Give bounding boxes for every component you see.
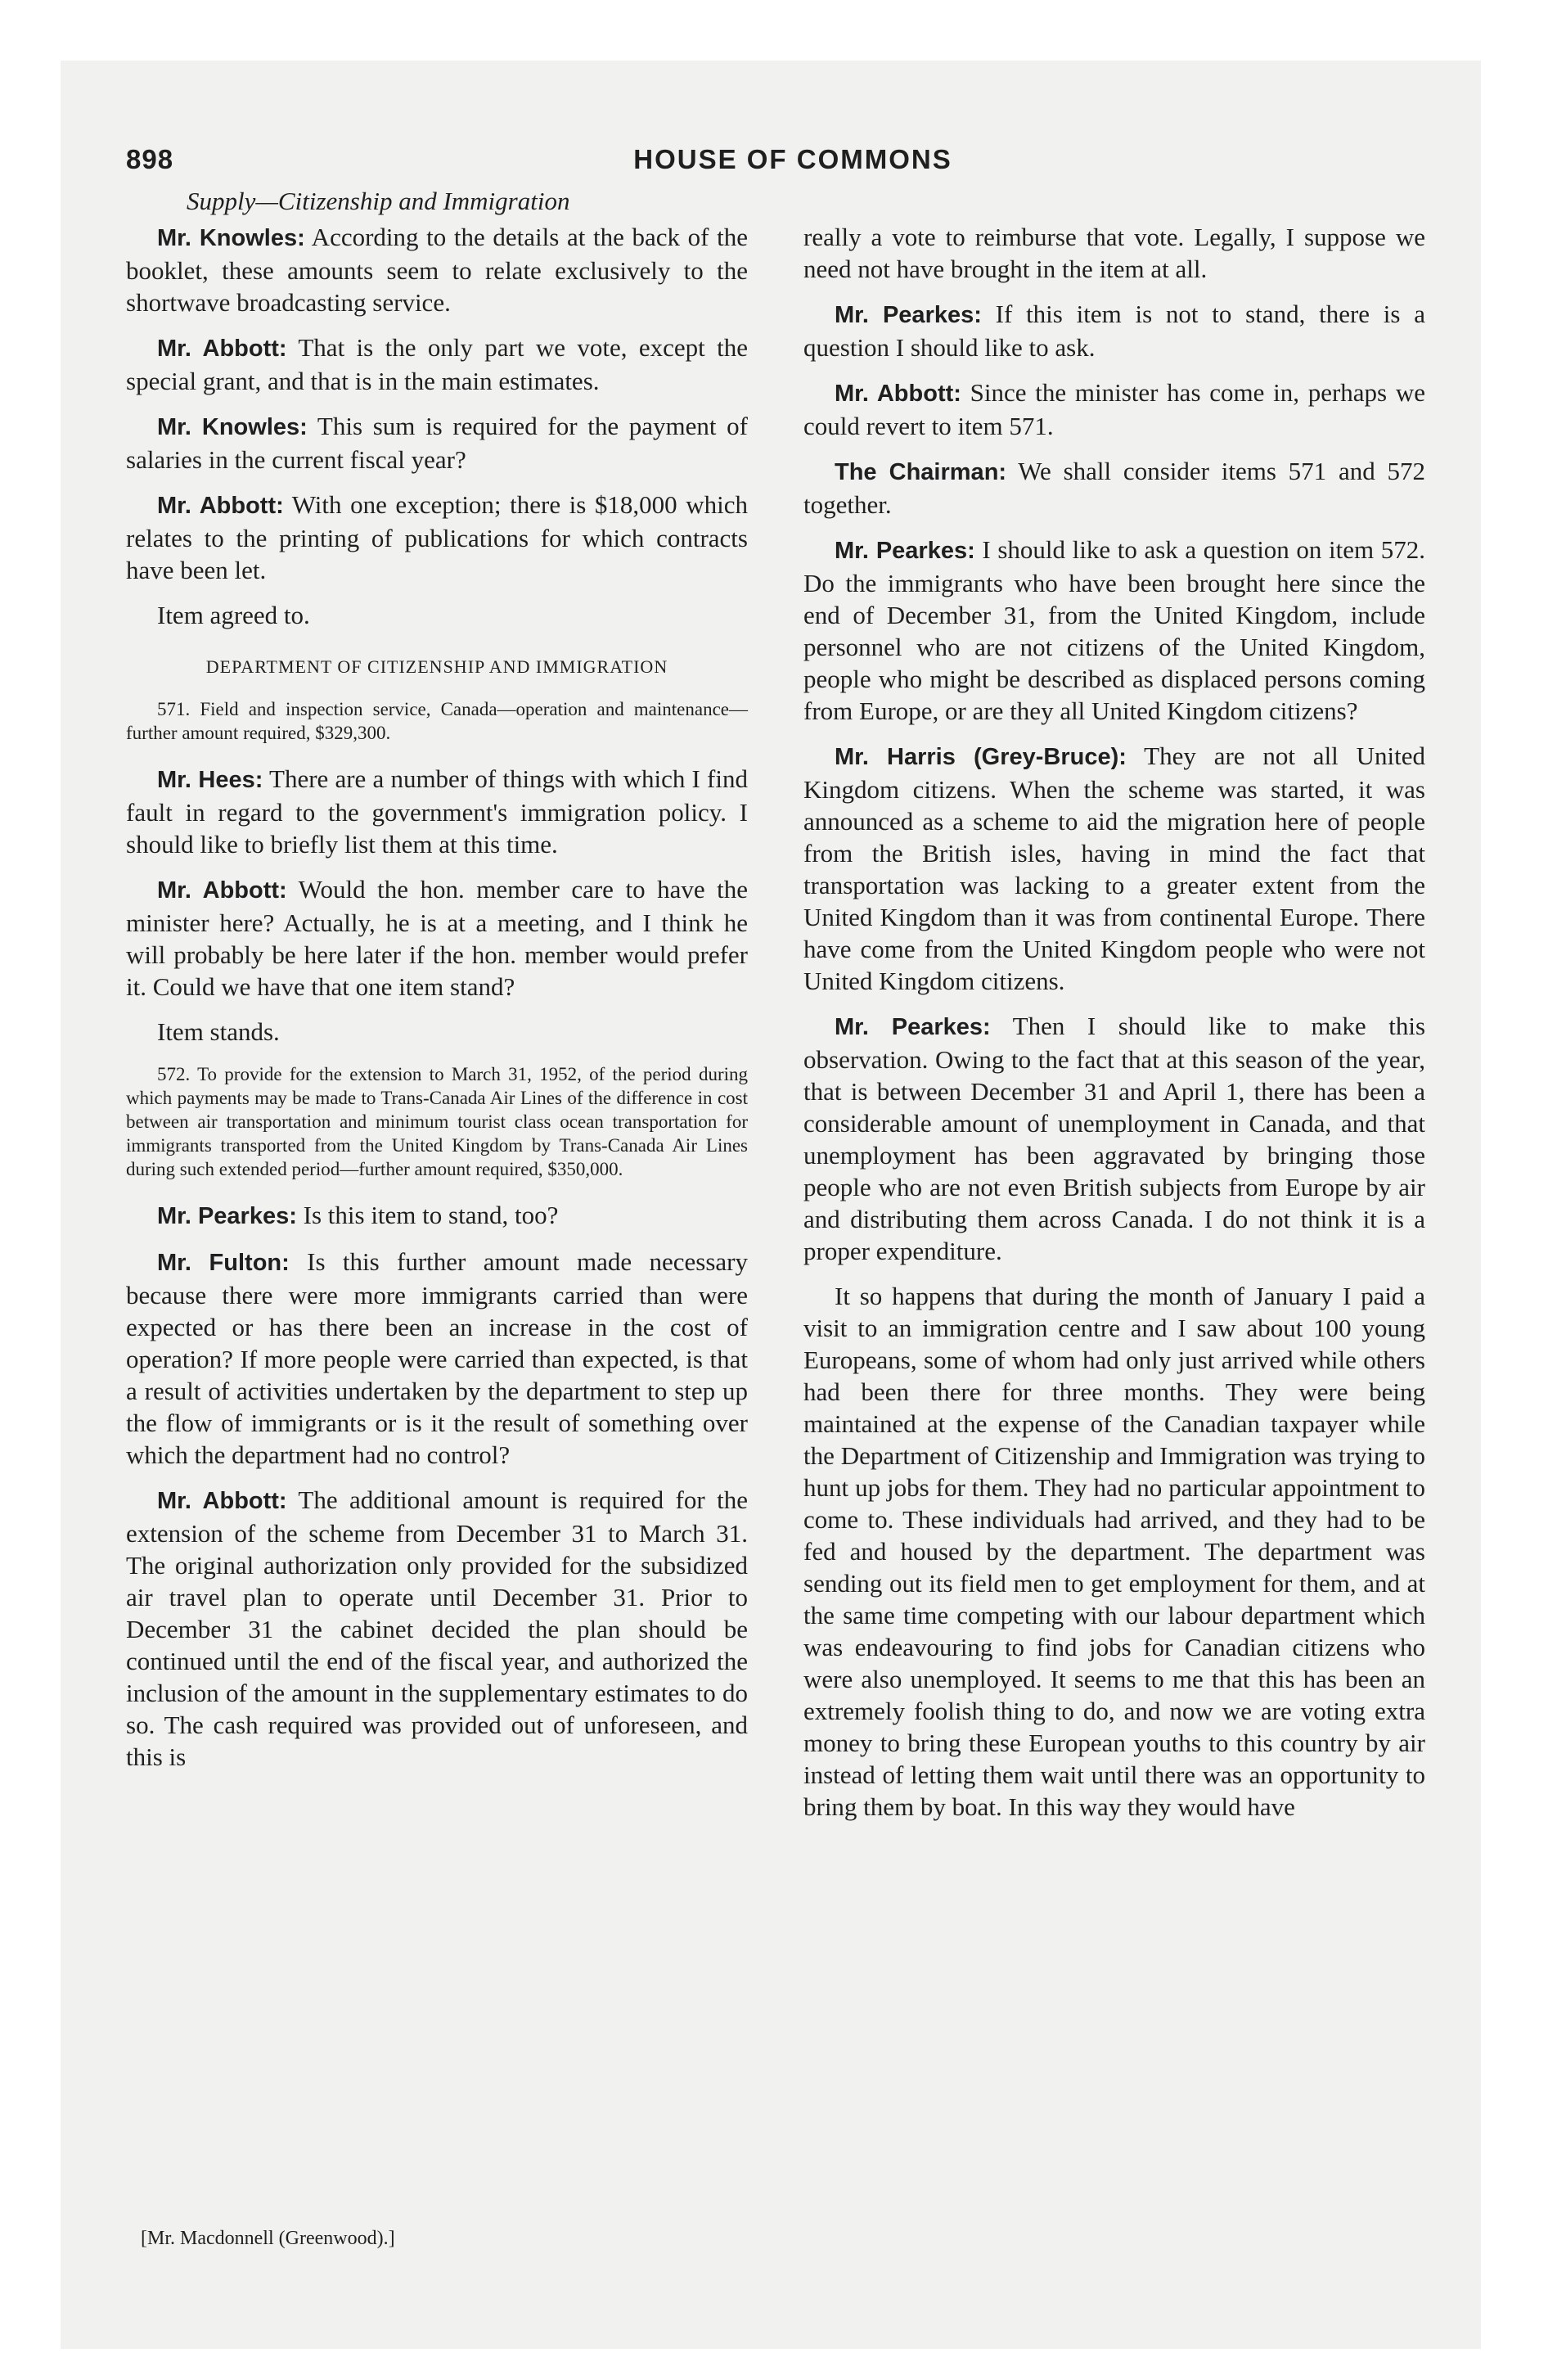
paragraph (126, 410, 748, 476)
speech-text: I should like to ask a question on item 572. Do the immigrants who have been brought here since the end of December 31, from the United Kingdom, include personnel who are not citizens of the United Kingdom, people who might be described as displaced persons coming from Europe, or are they all United Kingdom citizens? (803, 535, 1426, 725)
speech-text: The additional amount is required for the extension of the scheme from December 31 to March 31. The original authorization only provided for the subsidized air travel plan to operate until December 31. Prior to December 31 the cabinet decided the plan should be continued until the end of the fiscal year, and authorized the inclusion of the amount in the supplementary estimates to do so. The cash required was provided out of unforeseen, and this is (126, 1485, 748, 1771)
vote-item-571: 571. Field and inspection service, Canada—operation and maintenance—further amount required, $329,300. (126, 699, 748, 743)
speech-text: Is this item to stand, too? (296, 1201, 559, 1229)
section-subheading: Supply—Citizenship and Immigration (187, 187, 570, 215)
item-stands-text: Item stands. (157, 1017, 280, 1046)
speaker-name: Mr. Pearkes: (835, 1014, 991, 1040)
speaker-name: Mr. Hees: (157, 767, 263, 793)
left-column (126, 221, 748, 1786)
paragraph (803, 376, 1425, 442)
speaker-name: Mr. Abbott: (157, 336, 287, 362)
speech-text: We shall consider items 571 and 572 together. (803, 457, 1425, 519)
paragraph (803, 221, 1425, 285)
speaker-name: Mr. Pearkes: (157, 1203, 297, 1229)
speech-text: Would the hon. member care to have the minister here? Actually, he is at a meeting, and I think he will probably be here later if the hon. member would prefer it. Could we have that one item stand? (126, 875, 748, 1001)
paragraph (803, 534, 1425, 727)
paragraph (803, 455, 1425, 521)
speech-text: really a vote to reimburse that vote. Legally, I suppose we need not have brought in the item at all. (803, 223, 1425, 283)
speaker-name: Mr. Harris (Grey-Bruce): (835, 744, 1127, 770)
speech-text: It so happens that during the month of January I paid a visit to an immigration centre and I saw about 100 young Europeans, some of whom had only just arrived while others had been there for three months. They were being maintained at the expense of the Canadian taxpayer while the Department of Citizenship and Immigration was trying to hunt up jobs for them. They had no particular appointment to come to. These individuals had arrived, and they had to be fed and housed by the department. The department was sending out its field men to get employment for them, and at the same time competing with our labour department which was endeavouring to find jobs for Canadian citizens who were also unemployed. It seems to me that this has been an extremely foolish thing to do, and now we are voting extra money to bring these European youths to this country by air instead of letting them wait until there was an opportunity to bring them by boat. In this way they would have (803, 1282, 1425, 1821)
speaker-name: Mr. Fulton: (157, 1250, 290, 1276)
speaker-name: Mr. Pearkes: (835, 302, 982, 328)
paragraph (803, 740, 1425, 997)
paragraph (126, 1246, 748, 1471)
paragraph (803, 298, 1425, 363)
vote-item-572: 572. To provide for the extension to March 31, 1952, of the period during which payments may be made to Trans-Canada Air Lines of the difference in cost between air transportation and minimum tourist class ocean transportation for immigrants transported from the United Kingdom by Trans-Canada Air Lines during such extended period—further amount required, $350,000. (126, 1064, 748, 1179)
speaker-name: Mr. Pearkes: (835, 538, 975, 564)
speech-text: With one exception; there is $18,000 which relates to the printing of publications for which contracts have been let. (126, 490, 748, 584)
speaker-name: Mr. Abbott: (835, 381, 961, 407)
speaker-name: Mr. Abbott: (157, 493, 284, 519)
paragraph (126, 1484, 748, 1773)
speech-text: Then I should like to make this observation. Owing to the fact that at this season of the year, that is between December 31 and April 1, there has been a considerable amount of unemployment in Canada, and that unemployment has been aggravated by bringing those people who are not even British subjects from Europe by air and distributing them across Canada. I do not think it is a proper expenditure. (803, 1012, 1426, 1265)
page-number: 898 (126, 144, 174, 174)
speech-text: There are a number of things with which I find fault in regard to the government's immigration policy. I should like to briefly list them at this time. (126, 764, 748, 859)
page-title: HOUSE OF COMMONS (633, 144, 952, 174)
paragraph (803, 1010, 1425, 1267)
paragraph (126, 489, 748, 586)
speech-text: That is the only part we vote, except the special grant, and that is in the main estimates. (126, 333, 748, 395)
page-header (126, 144, 1460, 187)
item-agreed-text: Item agreed to. (157, 601, 310, 629)
paragraph (126, 331, 748, 397)
paragraph (126, 873, 748, 1003)
right-column (803, 221, 1425, 1836)
speaker-name: Mr. Knowles: (157, 414, 308, 440)
paragraph (126, 763, 748, 860)
speech-text: This sum is required for the payment of salaries in the current fiscal year? (126, 412, 748, 474)
department-heading: DEPARTMENT OF CITIZENSHIP AND IMMIGRATION (205, 656, 668, 677)
speech-text: If this item is not to stand, there is a question I should like to ask. (803, 300, 1426, 362)
speech-text: Is this further amount made necessary because there were more immigrants carried than were expected or has there been an increase in the cost of operation? If more people were carried than expected, is that a result of activities undertaken by the department to step up the flow of immigrants or is it the result of something over which the department had no control? (126, 1247, 749, 1469)
speaker-name: The Chairman: (835, 459, 1007, 485)
footer-speaker-note: [Mr. Macdonnell (Greenwood).] (141, 2228, 395, 2249)
paragraph (126, 1199, 748, 1233)
speech-text: They are not all United Kingdom citizens. When the scheme was started, it was announced as a scheme to aid the migration here of people from the British isles, having in mind the fact that transportation was lacking to a greater extent from the United Kingdom than it was from continental Europe. There have come from the United Kingdom people who were not United Kingdom citizens. (803, 741, 1425, 995)
speaker-name: Mr. Knowles: (157, 225, 305, 251)
paragraph (126, 221, 748, 318)
speech-text: According to the details at the back of the booklet, these amounts seem to relate exclusively to the shortwave broadcasting service. (126, 223, 748, 317)
speech-text: Since the minister has come in, perhaps we could revert to item 571. (803, 378, 1425, 440)
speaker-name: Mr. Abbott: (157, 1488, 287, 1514)
speaker-name: Mr. Abbott: (157, 877, 287, 904)
paragraph (803, 1280, 1425, 1823)
